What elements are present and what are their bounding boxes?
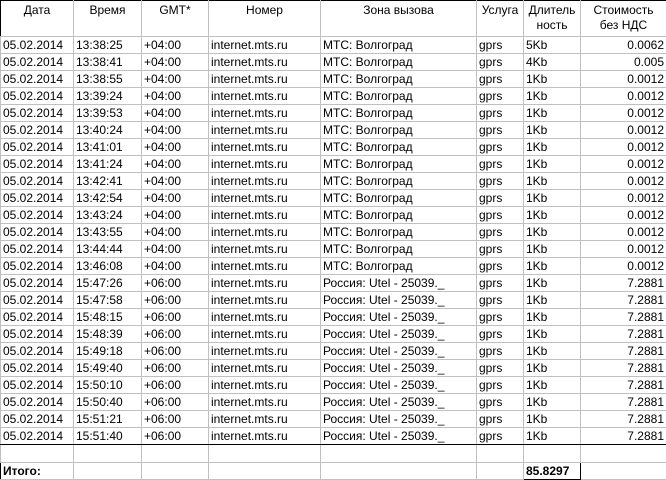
cell-time[interactable]: 13:38:25: [74, 37, 142, 54]
cell-zone[interactable]: МТС: Волгоград: [321, 241, 477, 258]
cell-time[interactable]: 15:49:18: [74, 343, 142, 360]
cell-service[interactable]: gprs: [477, 190, 524, 207]
cell-time[interactable]: 15:51:40: [74, 428, 142, 445]
cell-gmt[interactable]: +04:00: [142, 258, 209, 275]
cell-zone[interactable]: МТС: Волгоград: [321, 37, 477, 54]
cell-date[interactable]: 05.02.2014: [1, 54, 74, 71]
cell-number[interactable]: internet.mts.ru: [209, 156, 321, 173]
cell-duration[interactable]: 1Kb: [524, 224, 581, 241]
cell-cost[interactable]: 7.2881: [581, 326, 666, 343]
cell-cost[interactable]: 7.2881: [581, 377, 666, 394]
table-row: [1, 71, 666, 88]
header-duration-line2: ность: [536, 18, 567, 32]
cell-time[interactable]: 13:39:24: [74, 88, 142, 105]
header-service[interactable]: Услуга: [477, 1, 524, 37]
cell-number[interactable]: internet.mts.ru: [209, 224, 321, 241]
cell-gmt[interactable]: +06:00: [142, 360, 209, 377]
table-row: [1, 173, 666, 190]
cell-cost[interactable]: 0.0012: [581, 156, 666, 173]
cell-gmt[interactable]: +04:00: [142, 139, 209, 156]
cell-number[interactable]: internet.mts.ru: [209, 258, 321, 275]
total-empty-cell[interactable]: [581, 463, 666, 480]
cell-date[interactable]: 05.02.2014: [1, 122, 74, 139]
header-cost-line1: Стоимость: [593, 3, 653, 17]
cell-zone[interactable]: МТС: Волгоград: [321, 71, 477, 88]
cell-zone[interactable]: МТС: Волгоград: [321, 173, 477, 190]
cell-gmt[interactable]: +04:00: [142, 71, 209, 88]
cell-duration[interactable]: 1Kb: [524, 258, 581, 275]
cell-cost[interactable]: 0.0012: [581, 122, 666, 139]
cell-zone[interactable]: МТС: Волгоград: [321, 122, 477, 139]
cell-number[interactable]: internet.mts.ru: [209, 173, 321, 190]
cell-time[interactable]: 13:43:24: [74, 207, 142, 224]
cell-number[interactable]: internet.mts.ru: [209, 207, 321, 224]
cell-service[interactable]: gprs: [477, 139, 524, 156]
empty-cell[interactable]: [477, 445, 524, 463]
cell-zone[interactable]: Россия: Utel - 25039._: [321, 428, 477, 445]
cell-date[interactable]: 05.02.2014: [1, 258, 74, 275]
cell-number[interactable]: internet.mts.ru: [209, 88, 321, 105]
cell-number[interactable]: internet.mts.ru: [209, 326, 321, 343]
cell-zone[interactable]: МТС: Волгоград: [321, 54, 477, 71]
cell-date[interactable]: 05.02.2014: [1, 377, 74, 394]
cell-service[interactable]: gprs: [477, 428, 524, 445]
cell-gmt[interactable]: +04:00: [142, 224, 209, 241]
cell-time[interactable]: 13:44:44: [74, 241, 142, 258]
cell-service[interactable]: gprs: [477, 343, 524, 360]
cell-date[interactable]: 05.02.2014: [1, 207, 74, 224]
cell-service[interactable]: gprs: [477, 394, 524, 411]
table-row: [1, 190, 666, 207]
cell-gmt[interactable]: +04:00: [142, 122, 209, 139]
cell-time[interactable]: 13:41:24: [74, 156, 142, 173]
cell-service[interactable]: gprs: [477, 122, 524, 139]
cell-service[interactable]: gprs: [477, 326, 524, 343]
cell-service[interactable]: gprs: [477, 207, 524, 224]
header-cost-line2: без НДС: [600, 18, 647, 32]
cell-duration[interactable]: 1Kb: [524, 190, 581, 207]
cell-zone[interactable]: Россия: Utel - 25039._: [321, 360, 477, 377]
cell-gmt[interactable]: +06:00: [142, 394, 209, 411]
cell-gmt[interactable]: +04:00: [142, 241, 209, 258]
cell-gmt[interactable]: +06:00: [142, 309, 209, 326]
table-row: [1, 275, 666, 292]
cell-service[interactable]: gprs: [477, 377, 524, 394]
cell-number[interactable]: internet.mts.ru: [209, 309, 321, 326]
cell-duration[interactable]: 1Kb: [524, 241, 581, 258]
cell-gmt[interactable]: +04:00: [142, 105, 209, 122]
cell-time[interactable]: 15:50:40: [74, 394, 142, 411]
cell-service[interactable]: gprs: [477, 309, 524, 326]
cell-zone[interactable]: МТС: Волгоград: [321, 224, 477, 241]
cell-zone[interactable]: Россия: Utel - 25039._: [321, 394, 477, 411]
cell-number[interactable]: internet.mts.ru: [209, 241, 321, 258]
cell-zone[interactable]: Россия: Utel - 25039._: [321, 377, 477, 394]
table-row: [1, 88, 666, 105]
cell-number[interactable]: internet.mts.ru: [209, 105, 321, 122]
cell-zone[interactable]: Россия: Utel - 25039._: [321, 411, 477, 428]
cell-date[interactable]: 05.02.2014: [1, 360, 74, 377]
cell-time[interactable]: 15:47:26: [74, 275, 142, 292]
cell-duration[interactable]: 5Kb: [524, 37, 581, 54]
table-row: [1, 139, 666, 156]
cell-service[interactable]: gprs: [477, 411, 524, 428]
cell-date[interactable]: 05.02.2014: [1, 241, 74, 258]
cell-duration[interactable]: 1Kb: [524, 173, 581, 190]
cell-cost[interactable]: 7.2881: [581, 428, 666, 445]
cell-cost[interactable]: 0.0012: [581, 241, 666, 258]
cell-cost[interactable]: 0.0012: [581, 224, 666, 241]
cell-date[interactable]: 05.02.2014: [1, 71, 74, 88]
cell-service[interactable]: gprs: [477, 156, 524, 173]
cell-cost[interactable]: 0.005: [581, 54, 666, 71]
cell-service[interactable]: gprs: [477, 88, 524, 105]
table-row: [1, 224, 666, 241]
cell-cost[interactable]: 7.2881: [581, 292, 666, 309]
cell-number[interactable]: internet.mts.ru: [209, 54, 321, 71]
cell-time[interactable]: 13:42:41: [74, 173, 142, 190]
cell-time[interactable]: 13:39:53: [74, 105, 142, 122]
empty-cell[interactable]: [209, 445, 321, 463]
cell-zone[interactable]: Россия: Utel - 25039._: [321, 292, 477, 309]
cell-date[interactable]: 05.02.2014: [1, 275, 74, 292]
cell-gmt[interactable]: +06:00: [142, 292, 209, 309]
cell-duration[interactable]: 1Kb: [524, 139, 581, 156]
empty-cell[interactable]: [321, 445, 477, 463]
cell-time[interactable]: 15:49:40: [74, 360, 142, 377]
table-row: [1, 292, 666, 309]
table-row: [1, 394, 666, 411]
total-value[interactable]: 85.8297: [524, 463, 581, 480]
table-row: [1, 326, 666, 343]
cell-service[interactable]: gprs: [477, 54, 524, 71]
cell-service[interactable]: gprs: [477, 275, 524, 292]
cell-duration[interactable]: 1Kb: [524, 309, 581, 326]
cell-cost[interactable]: 0.0012: [581, 139, 666, 156]
cell-time[interactable]: 13:38:41: [74, 54, 142, 71]
header-cost[interactable]: [581, 1, 666, 37]
table-row: [1, 241, 666, 258]
cell-cost[interactable]: 0.0062: [581, 37, 666, 54]
table-row: [1, 428, 666, 445]
empty-cell[interactable]: [581, 445, 666, 463]
table-row: [1, 377, 666, 394]
cell-duration[interactable]: 1Kb: [524, 207, 581, 224]
cell-cost[interactable]: 7.2881: [581, 343, 666, 360]
cell-number[interactable]: internet.mts.ru: [209, 275, 321, 292]
cell-zone[interactable]: МТС: Волгоград: [321, 207, 477, 224]
cell-date[interactable]: 05.02.2014: [1, 411, 74, 428]
cell-gmt[interactable]: +06:00: [142, 275, 209, 292]
cell-number[interactable]: internet.mts.ru: [209, 394, 321, 411]
cell-cost[interactable]: 0.0012: [581, 207, 666, 224]
cell-duration[interactable]: 1Kb: [524, 326, 581, 343]
cell-date[interactable]: 05.02.2014: [1, 156, 74, 173]
cell-number[interactable]: internet.mts.ru: [209, 139, 321, 156]
cell-service[interactable]: gprs: [477, 224, 524, 241]
cell-cost[interactable]: 7.2881: [581, 309, 666, 326]
cell-duration[interactable]: 1Kb: [524, 122, 581, 139]
table-row: [1, 105, 666, 122]
cell-duration[interactable]: 4Kb: [524, 54, 581, 71]
cell-date[interactable]: 05.02.2014: [1, 88, 74, 105]
empty-cell[interactable]: [74, 445, 142, 463]
cell-cost[interactable]: 0.0012: [581, 173, 666, 190]
cell-duration[interactable]: 1Kb: [524, 156, 581, 173]
cell-number[interactable]: internet.mts.ru: [209, 428, 321, 445]
cell-duration[interactable]: 1Kb: [524, 428, 581, 445]
cell-gmt[interactable]: +04:00: [142, 190, 209, 207]
cell-duration[interactable]: 1Kb: [524, 360, 581, 377]
cell-time[interactable]: 15:48:15: [74, 309, 142, 326]
cell-gmt[interactable]: +04:00: [142, 207, 209, 224]
cell-number[interactable]: internet.mts.ru: [209, 292, 321, 309]
cell-duration[interactable]: 1Kb: [524, 394, 581, 411]
cell-zone[interactable]: МТС: Волгоград: [321, 139, 477, 156]
table-row: [1, 122, 666, 139]
cell-time[interactable]: 13:41:01: [74, 139, 142, 156]
cell-number[interactable]: internet.mts.ru: [209, 360, 321, 377]
cell-cost[interactable]: 0.0012: [581, 258, 666, 275]
header-gmt[interactable]: GMT*: [142, 1, 209, 37]
cell-number[interactable]: internet.mts.ru: [209, 122, 321, 139]
cell-gmt[interactable]: +04:00: [142, 88, 209, 105]
cell-date[interactable]: 05.02.2014: [1, 326, 74, 343]
cell-zone[interactable]: МТС: Волгоград: [321, 105, 477, 122]
cell-gmt[interactable]: +04:00: [142, 173, 209, 190]
table-row: [1, 54, 666, 71]
cell-date[interactable]: 05.02.2014: [1, 190, 74, 207]
cell-duration[interactable]: 1Kb: [524, 275, 581, 292]
cell-duration[interactable]: 1Kb: [524, 71, 581, 88]
cell-time[interactable]: 13:46:08: [74, 258, 142, 275]
cell-number[interactable]: internet.mts.ru: [209, 190, 321, 207]
cell-date[interactable]: 05.02.2014: [1, 292, 74, 309]
cell-time[interactable]: 13:42:54: [74, 190, 142, 207]
cell-date[interactable]: 05.02.2014: [1, 309, 74, 326]
header-date[interactable]: Дата: [1, 1, 74, 37]
cell-service[interactable]: gprs: [477, 292, 524, 309]
total-row: [1, 463, 666, 480]
cell-service[interactable]: gprs: [477, 105, 524, 122]
total-empty-cell[interactable]: [209, 463, 321, 480]
cell-duration[interactable]: 1Kb: [524, 292, 581, 309]
cell-duration[interactable]: 1Kb: [524, 377, 581, 394]
cell-date[interactable]: 05.02.2014: [1, 224, 74, 241]
cell-zone[interactable]: Россия: Utel - 25039._: [321, 343, 477, 360]
cell-gmt[interactable]: +06:00: [142, 411, 209, 428]
cell-number[interactable]: internet.mts.ru: [209, 343, 321, 360]
cell-gmt[interactable]: +04:00: [142, 54, 209, 71]
cell-time[interactable]: 15:50:10: [74, 377, 142, 394]
cell-number[interactable]: internet.mts.ru: [209, 411, 321, 428]
cell-service[interactable]: gprs: [477, 71, 524, 88]
cell-date[interactable]: 05.02.2014: [1, 394, 74, 411]
cell-cost[interactable]: 7.2881: [581, 275, 666, 292]
cell-zone[interactable]: МТС: Волгоград: [321, 88, 477, 105]
table-row: [1, 258, 666, 275]
cell-time[interactable]: 13:38:55: [74, 71, 142, 88]
cell-gmt[interactable]: +06:00: [142, 377, 209, 394]
cell-cost[interactable]: 7.2881: [581, 360, 666, 377]
total-label[interactable]: Итого:: [1, 463, 74, 480]
cell-duration[interactable]: 1Kb: [524, 88, 581, 105]
table-row: [1, 309, 666, 326]
table-row: [1, 343, 666, 360]
cell-service[interactable]: gprs: [477, 37, 524, 54]
cell-cost[interactable]: 0.0012: [581, 105, 666, 122]
header-duration-line1: Длитель: [529, 3, 576, 17]
empty-row: [1, 445, 666, 463]
total-empty-cell[interactable]: [321, 463, 477, 480]
cell-number[interactable]: internet.mts.ru: [209, 71, 321, 88]
cell-cost[interactable]: 0.0012: [581, 71, 666, 88]
cell-number[interactable]: internet.mts.ru: [209, 377, 321, 394]
header-row: [1, 1, 666, 37]
table-row: [1, 156, 666, 173]
cell-zone[interactable]: МТС: Волгоград: [321, 258, 477, 275]
cell-time[interactable]: 15:51:21: [74, 411, 142, 428]
header-number[interactable]: Номер: [209, 1, 321, 37]
total-empty-cell[interactable]: [477, 463, 524, 480]
header-zone[interactable]: Зона вызова: [321, 1, 477, 37]
table-row: [1, 360, 666, 377]
cell-time[interactable]: 15:48:39: [74, 326, 142, 343]
cell-gmt[interactable]: +04:00: [142, 156, 209, 173]
cell-duration[interactable]: 1Kb: [524, 343, 581, 360]
cell-zone[interactable]: МТС: Волгоград: [321, 156, 477, 173]
cell-gmt[interactable]: +06:00: [142, 326, 209, 343]
cell-number[interactable]: internet.mts.ru: [209, 37, 321, 54]
cell-service[interactable]: gprs: [477, 258, 524, 275]
cell-time[interactable]: 15:47:58: [74, 292, 142, 309]
total-empty-cell[interactable]: [74, 463, 142, 480]
cell-date[interactable]: 05.02.2014: [1, 343, 74, 360]
cell-date[interactable]: 05.02.2014: [1, 139, 74, 156]
cell-zone[interactable]: Россия: Utel - 25039._: [321, 326, 477, 343]
cell-gmt[interactable]: +04:00: [142, 37, 209, 54]
total-empty-cell[interactable]: [142, 463, 209, 480]
cell-date[interactable]: 05.02.2014: [1, 37, 74, 54]
cell-service[interactable]: gprs: [477, 241, 524, 258]
cell-duration[interactable]: 1Kb: [524, 105, 581, 122]
header-time[interactable]: Время: [74, 1, 142, 37]
cell-time[interactable]: 13:43:55: [74, 224, 142, 241]
cell-cost[interactable]: 0.0012: [581, 88, 666, 105]
cell-date[interactable]: 05.02.2014: [1, 105, 74, 122]
empty-cell[interactable]: [1, 445, 74, 463]
cell-service[interactable]: gprs: [477, 173, 524, 190]
cell-cost[interactable]: 0.0012: [581, 190, 666, 207]
cell-zone[interactable]: Россия: Utel - 25039._: [321, 309, 477, 326]
table-row: [1, 411, 666, 428]
cell-time[interactable]: 13:40:24: [74, 122, 142, 139]
table-row: [1, 207, 666, 224]
table-row: [1, 37, 666, 54]
cell-gmt[interactable]: +06:00: [142, 343, 209, 360]
empty-cell[interactable]: [142, 445, 209, 463]
cell-service[interactable]: gprs: [477, 360, 524, 377]
cell-gmt[interactable]: +06:00: [142, 428, 209, 445]
cell-date[interactable]: 05.02.2014: [1, 428, 74, 445]
cell-duration[interactable]: 1Kb: [524, 411, 581, 428]
cell-date[interactable]: 05.02.2014: [1, 173, 74, 190]
empty-cell[interactable]: [524, 445, 581, 463]
cell-zone[interactable]: Россия: Utel - 25039._: [321, 275, 477, 292]
cell-cost[interactable]: 7.2881: [581, 394, 666, 411]
cell-zone[interactable]: МТС: Волгоград: [321, 190, 477, 207]
cell-cost[interactable]: 7.2881: [581, 411, 666, 428]
header-duration[interactable]: [524, 1, 581, 37]
